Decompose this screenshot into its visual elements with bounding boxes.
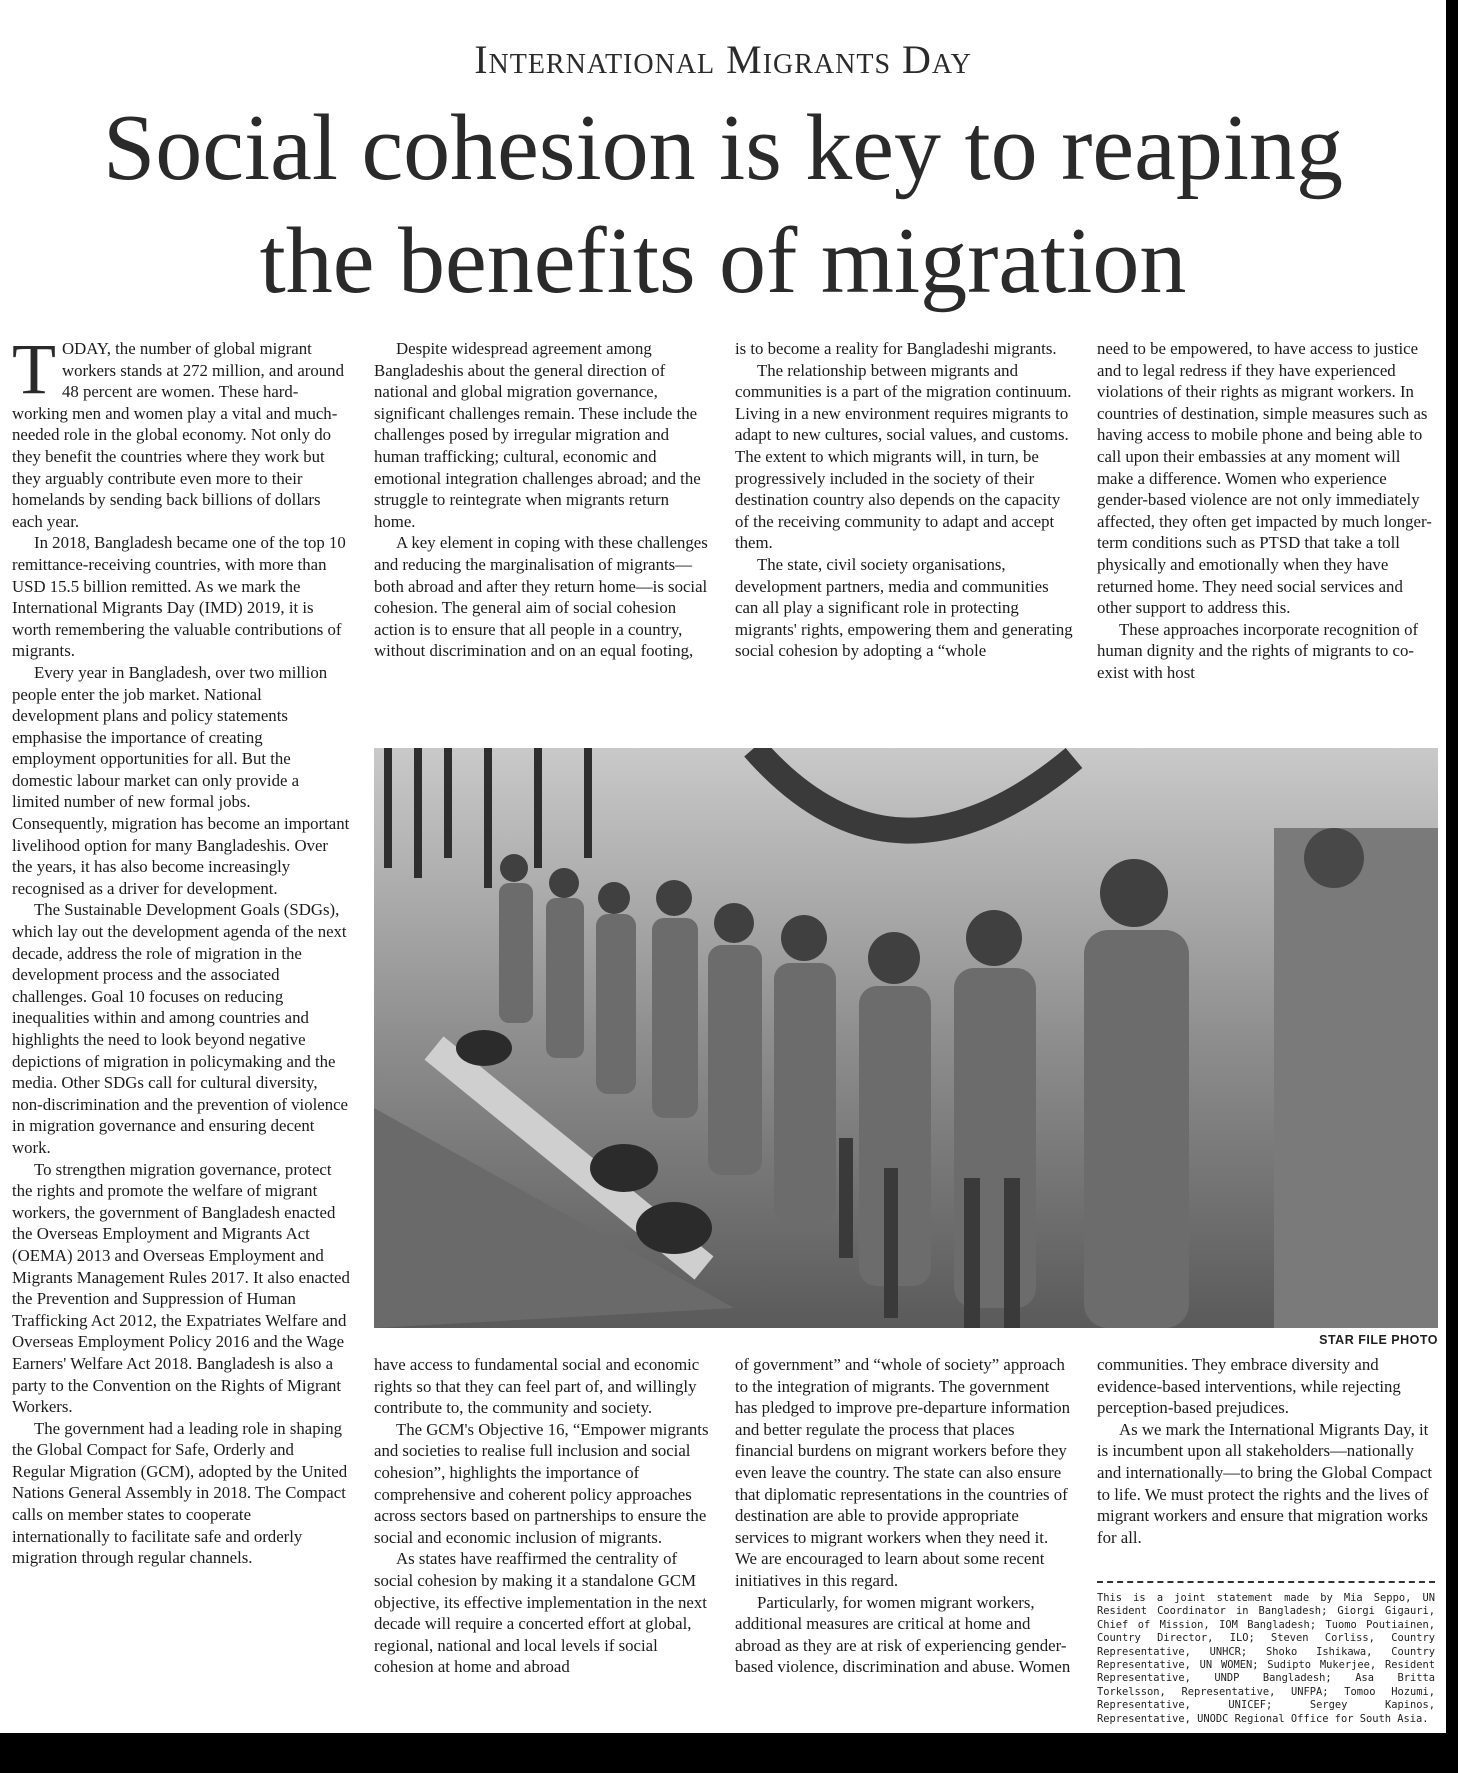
article-column-4-bottom [1097,1354,1435,1574]
article-column-1 [12,338,350,1732]
paragraph: communities. They embrace diversity and evidence-based interventions, while rejecting perception-based prejudices. [1097,1355,1401,1418]
article-column-4-top [1097,338,1435,726]
paragraph: Every year in Bangladesh, over two million people enter the job market. National development plans and policy statements emphasise the importance of creating employment opportunities for all. But the domestic labour market can only provide a limited number of new formal jobs. Consequently, migration has become an important livelihood option for many Bangladeshis. Over the years, it has also become increasingly recognised as a driver for development. [12,662,350,898]
photo-credit: STAR FILE PHOTO [1319,1333,1438,1347]
paragraph: Particularly, for women migrant workers, additional measures are critical at home and abroad as they are at risk of experiencing gender-based violence, discrimination and abuse. Women [735,1592,1071,1677]
page-right-border [1446,0,1458,1773]
headline [0,92,1446,318]
paragraph: The state, civil society organisations, development partners, media and communities can all play a significant role in protecting migrants' rights, empowering them and generating social cohesion by adopting a “whole [735,554,1073,661]
paragraph: need to be empowered, to have access to justice and to legal redress if they have experienced violations of their rights as migrant workers. In countries of destination, simple measures such as having access to mobile phone and being able to call upon their embassies at any moment will make a difference. Women who experience gender-based violence are not only immediately affected, they often get impacted by much longer-term conditions such as PTSD that take a toll physically and emotionally when they have returned home. They need social services and other support to address this. [1097,339,1432,618]
paragraph: As we mark the International Migrants Day, it is incumbent upon all stakeholders—nationally and internationally—to bring the Global Compact to life. We must protect the rights and the lives of migrant workers and ensure that migration works for all. [1097,1419,1433,1547]
paragraph: To strengthen migration governance, protect the rights and promote the welfare of migrant workers, the government of Bangladesh enacted the Overseas Employment and Migrants Act (OEMA) 2013 and Overseas Employment and Migrants Management Rules 2017. It also enacted the Prevention and Suppression of Human Trafficking Act 2012, the Expatriates Welfare and Overseas Employment Policy 2016 and the Wage Earners' Welfare Act 2018. Bangladesh is also a party to the Convention on the Rights of Migrant Workers. [12,1159,350,1417]
drop-cap: T [12,338,56,409]
article-column-3-top [735,338,1073,726]
page-bottom-border [0,1733,1458,1773]
paragraph: TODAY, the number of global migrant workers stands at 272 million, and around 48 percent are women. These hard-working men and women play a vital and much-needed role in the global economy. Not only do they benefit the countries where they work but they arguably contribute even more to their homelands by sending back billions of dollars each year. [12,338,344,531]
paragraph: Despite widespread agreement among Bangladeshis about the general direction of national and global migration governance, significant challenges remain. These include the challenges posed by irregular migration and human trafficking; cultural, economic and emotional integration challenges abroad; and the struggle to reintegrate when migrants return home. [374,339,701,531]
joint-statement-note: This is a joint statement made by Mia Seppo, UN Resident Coordinator in Bangladesh; Giorgi Gigauri, Chief of Mission, IOM Bangladesh; Tuomo Poutiainen, Country Director, ILO; Steven Corliss, Country Representative, UNHCR; Shoko Ishikawa, Country Representative, UN WOMEN; Sudipto Mukerjee, Resident Representative, UNDP Bangladesh; Asa Britta Torkelsson, Representative, UNFPA; Tomoo Hozumi, Representative, UNICEF; Sergey Kapinos, Representative, UNODC Regional Office for South Asia. [1097,1592,1435,1725]
headline-line-2: the benefits of migration [259,209,1187,313]
article-column-3-bottom [735,1354,1073,1732]
paragraph: is to become a reality for Bangladeshi migrants. [735,339,1057,358]
article-column-2-bottom [374,1354,712,1732]
migrant-workers-photo [374,748,1438,1328]
paragraph: The relationship between migrants and communities is a part of the migration continuum. Living in a new environment requires migrants to adapt to new cultures, social values, and customs. The extent to which migrants will, in turn, be progressively included in the society of their destination country also depends on the capacity of the receiving community to adapt and accept them. [735,360,1072,553]
dashed-divider [1097,1581,1435,1583]
paragraph: A key element in coping with these challenges and reducing the marginalisation of migrants—both abroad and after they return home—is social cohesion. The general aim of social cohesion action is to ensure that all people in a country, without discrimination and on an equal footing, [374,533,708,661]
paragraph: In 2018, Bangladesh became one of the top 10 remittance-receiving countries, with more than USD 15.5 billion remitted. As we mark the International Migrants Day (IMD) 2019, it is worth remembering the valuable contributions of migrants. [12,533,346,661]
paragraph: The government had a leading role in shaping the Global Compact for Safe, Orderly and Regular Migration (GCM), adopted by the United Nations General Assembly in 2018. The Compact calls on member states to cooperate internationally to facilitate safe and orderly migration through regular channels. [12,1418,348,1568]
paragraph: have access to fundamental social and economic rights so that they can feel part of, and willingly contribute to, the community and society. [374,1355,700,1418]
photo-illustration [374,748,1438,1328]
paragraph: As states have reaffirmed the centrality of social cohesion by making it a standalone GCM objective, its effective implementation in the next decade will require a concerted effort at global, regional, national and local levels if social cohesion at home and abroad [374,1549,707,1677]
paragraph: These approaches incorporate recognition of human dignity and the rights of migrants to co-exist with host [1097,619,1419,682]
paragraph: of government” and “whole of society” approach to the integration of migrants. The government has pledged to improve pre-departure information and better regulate the process that places financial burdens on migrant workers before they even leave the country. The state can also ensure that diplomatic representations in the countries of destination are able to provide appropriate services to migrant workers when they need it. We are encouraged to learn about some recent initiatives in this regard. [735,1355,1071,1590]
paragraph: The Sustainable Development Goals (SDGs), which lay out the development agenda of the next decade, address the role of migration in the development process and the associated challenges. Goal 10 focuses on reducing inequalities within and among countries and highlights the need to look beyond negative depictions of migration in policymaking and the media. Other SDGs call for cultural diversity, non-discrimination and the prevention of violence in migration governance and ensuring decent work. [12,900,348,1157]
article-column-2-top [374,338,712,726]
headline-line-1: Social cohesion is key to reaping [103,96,1343,200]
section-kicker: International Migrants Day [474,37,972,82]
paragraph: The GCM's Objective 16, “Empower migrants and societies to realise full inclusion and social cohesion”, highlights the importance of comprehensive and coherent policy approaches across sectors based on partnerships to ensure the social and economic inclusion of migrants. [374,1419,709,1547]
